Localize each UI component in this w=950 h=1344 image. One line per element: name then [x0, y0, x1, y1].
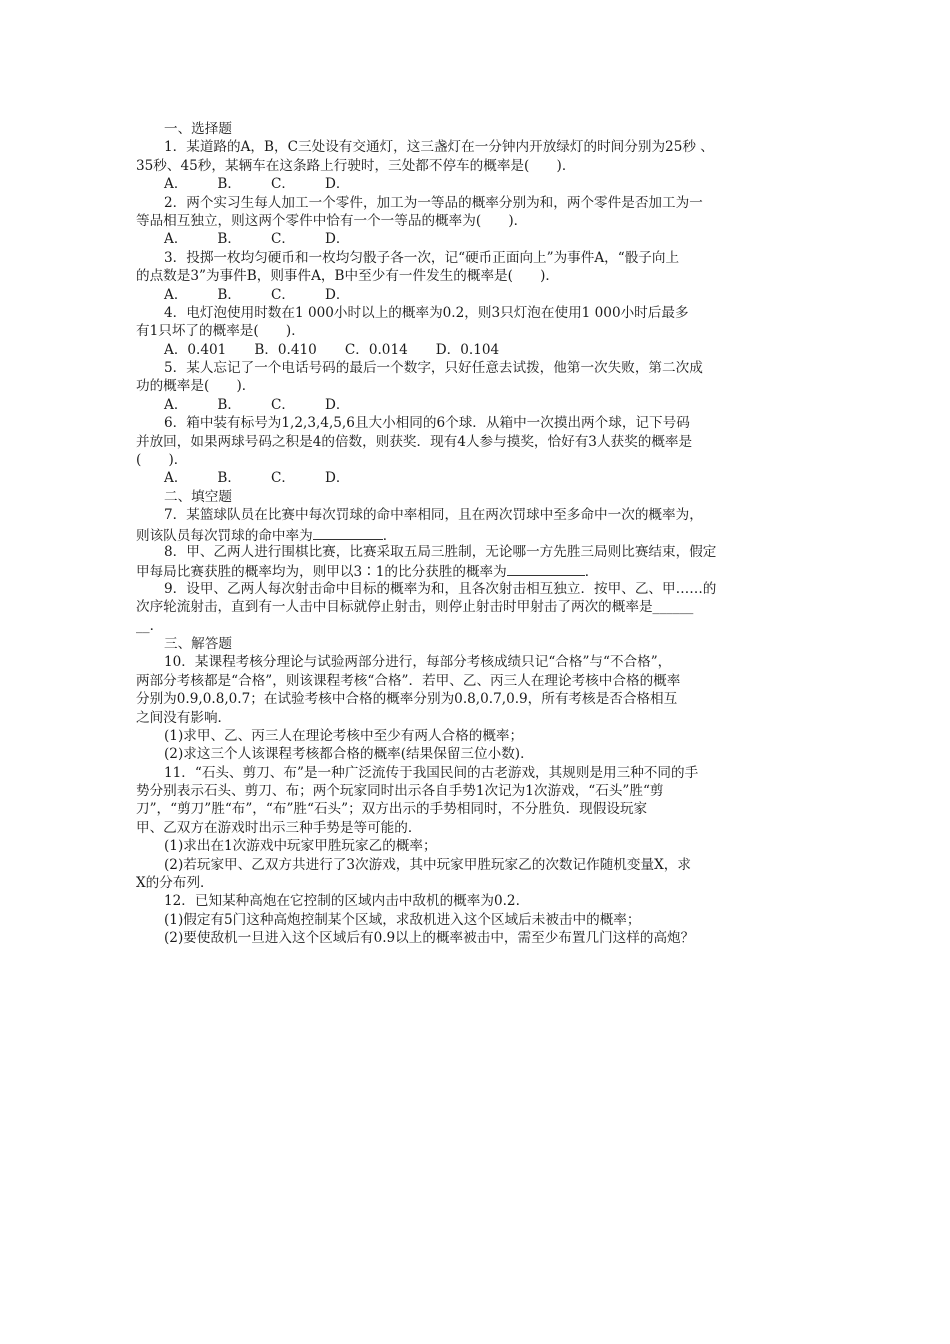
section-heading-fill: 二、填空题 — [164, 488, 232, 505]
question-10-line-3: 分别为0.9,0.8,0.7；在试验考核中合格的概率分别为0.8,0.7,0.9，所有考核是否合格相互 — [136, 691, 678, 708]
option-d: D． — [325, 231, 350, 248]
question-10-line-1: 10．某课程考核分理论与试验两部分进行，每部分考核成绩只记“合格”与“不合格”， — [164, 654, 672, 671]
question-11-line-3: 刀”，“剪刀”胜“布”，“布”胜“石头”；双方出示的手势相同时，不分胜负．现假设玩家 — [136, 801, 648, 818]
question-7-line-1: 7．某篮球队员在比赛中每次罚球的命中率相同，且在两次罚球中至多命中一次的概率为， — [164, 507, 703, 524]
question-6-line-3: ( )． — [136, 452, 188, 469]
question-2-line-2: 等品相互独立，则这两个零件中恰有一个一等品的概率为( )． — [136, 212, 528, 229]
question-3-line-2: 的点数是3”为事件B，则事件A，B中至少有一件发生的概率是( )． — [136, 268, 560, 285]
question-9-line-1: 9．设甲、乙两人每次射击命中目标的概率为和，且各次射击相互独立．按甲、乙、甲……的 — [164, 580, 717, 597]
question-1-line-2: 35秒、45秒，某辆车在这条路上行驶时，三处都不停车的概率是( )． — [136, 157, 576, 174]
option-c: C．0.014 — [344, 341, 408, 358]
question-11-part-2-cont: X的分布列． — [136, 875, 214, 892]
question-1-options — [136, 175, 816, 193]
option-b: B． — [217, 470, 242, 487]
option-d: D．0.104 — [435, 341, 500, 358]
question-12-part-2: (2)要使敌机一旦进入这个区域后有0.9以上的概率被击中，需至少布置几门这样的高炮？ — [164, 930, 695, 947]
section-heading-answer: 三、解答题 — [164, 635, 232, 652]
question-9-line-3: __． — [136, 617, 164, 634]
question-11-line-1: 11．“石头、剪刀、布”是一种广泛流传于我国民间的古老游戏，其规则是用三种不同的手 — [164, 764, 699, 781]
question-7-line-2-text: 则该队员每次罚球的命中率为 — [136, 527, 313, 543]
answer-blank — [313, 525, 383, 540]
question-11-part-2: (2)若玩家甲、乙双方共进行了3次游戏，其中玩家甲胜玩家乙的次数记作随机变量X，求 — [164, 856, 691, 873]
question-2-options — [136, 230, 816, 248]
answer-blank — [507, 561, 585, 576]
question-8-line-1: 8．甲、乙两人进行围棋比赛，比赛采取五局三胜制，无论哪一方先胜三局则比赛结束，假定 — [164, 543, 717, 560]
question-6-line-1: 6．箱中装有标号为1,2,3,4,5,6且大小相同的6个球．从箱中一次摸出两个球，记下号码 — [164, 415, 690, 432]
option-d: D． — [325, 470, 350, 487]
question-1-line-1: 1．某道路的A，B，C三处设有交通灯，这三盏灯在一分钟内开放绿灯的时间分别为25秒 、 — [164, 139, 714, 156]
question-10-part-1: (1)求甲、乙、丙三人在理论考核中至少有两人合格的概率； — [164, 727, 524, 744]
option-a: A． — [164, 470, 188, 487]
option-b: B． — [217, 286, 242, 303]
option-c: C． — [271, 286, 296, 303]
question-10-part-2: (2)求这三个人该课程考核都合格的概率(结果保留三位小数)． — [164, 746, 534, 763]
question-11-line-4: 甲、乙双方在游戏时出示三种手势是等可能的． — [136, 819, 422, 836]
question-12-part-1: (1)假定有5门这种高炮控制某个区域，求敌机进入这个区域后未被击中的概率； — [164, 911, 641, 928]
question-4-line-1: 4．电灯泡使用时数在1 000小时以上的概率为0.2，则3只灯泡在使用1 000小时后最多 — [164, 304, 689, 321]
option-a: A．0.401 — [164, 341, 227, 358]
question-4-options — [136, 341, 816, 359]
option-d: D． — [325, 176, 350, 193]
option-b: B． — [217, 396, 242, 413]
question-11-line-2: 势分别表示石头、剪刀、布；两个玩家同时出示各自手势1次记为1次游戏，“石头”胜“剪 — [136, 783, 664, 800]
question-5-line-2: 功的概率是( )． — [136, 378, 256, 395]
option-a: A． — [164, 286, 188, 303]
question-12-line-1: 12．已知某种高炮在它控制的区域内击中敌机的概率为0.2. — [164, 893, 520, 910]
section-heading-choice: 一、选择题 — [164, 121, 232, 137]
question-3-line-1: 3．投掷一枚均匀硬币和一枚均匀骰子各一次，记“硬币正面向上”为事件A，“骰子向上 — [164, 249, 680, 266]
question-8-line-2-end: ． — [584, 564, 599, 580]
question-6-line-2: 并放回，如果两球号码之积是4的倍数，则获奖．现有4人参与摸奖，恰好有3人获奖的概率是 — [136, 433, 693, 450]
question-5-line-1: 5．某人忘记了一个电话号码的最后一个数字，只好任意去试拨，他第一次失败，第二次成 — [164, 360, 703, 377]
question-2-line-1: 2．两个实习生每人加工一个零件，加工为一等品的概率分别为和，两个零件是否加工为一 — [164, 194, 703, 211]
question-10-line-4: 之间没有影响． — [136, 709, 232, 726]
question-7-line-2-end: ． — [382, 527, 397, 543]
option-a: A． — [164, 396, 188, 413]
question-11-part-1: (1)求出在1次游戏中玩家甲胜玩家乙的概率； — [164, 838, 437, 855]
option-a: A． — [164, 176, 188, 193]
question-5-options — [136, 396, 816, 414]
worksheet — [136, 120, 816, 948]
question-3-options — [136, 286, 816, 304]
question-10-line-2: 两部分考核都是“合格”，则该课程考核“合格”．若甲、乙、丙三人在理论考核中合格的概率 — [136, 672, 681, 689]
option-b: B． — [217, 176, 242, 193]
option-c: C． — [271, 176, 296, 193]
option-b: B．0.410 — [254, 341, 317, 358]
option-a: A． — [164, 231, 188, 248]
question-8-line-2-text: 甲每局比赛获胜的概率均为，则甲以3∶1的比分获胜的概率为 — [136, 564, 507, 580]
question-7-line-2 — [136, 525, 816, 543]
option-d: D． — [325, 396, 350, 413]
question-6-options — [136, 469, 816, 487]
question-9-line-2: 次序轮流射击，直到有一人击中目标就停止射击，则停止射击时甲射击了两次的概率是______ — [136, 599, 694, 616]
option-c: C． — [271, 396, 296, 413]
option-c: C． — [271, 231, 296, 248]
option-c: C． — [271, 470, 296, 487]
question-8-line-2 — [136, 561, 816, 579]
option-d: D． — [325, 286, 350, 303]
option-b: B． — [217, 231, 242, 248]
question-4-line-2: 有1只坏了的概率是( )． — [136, 323, 305, 340]
